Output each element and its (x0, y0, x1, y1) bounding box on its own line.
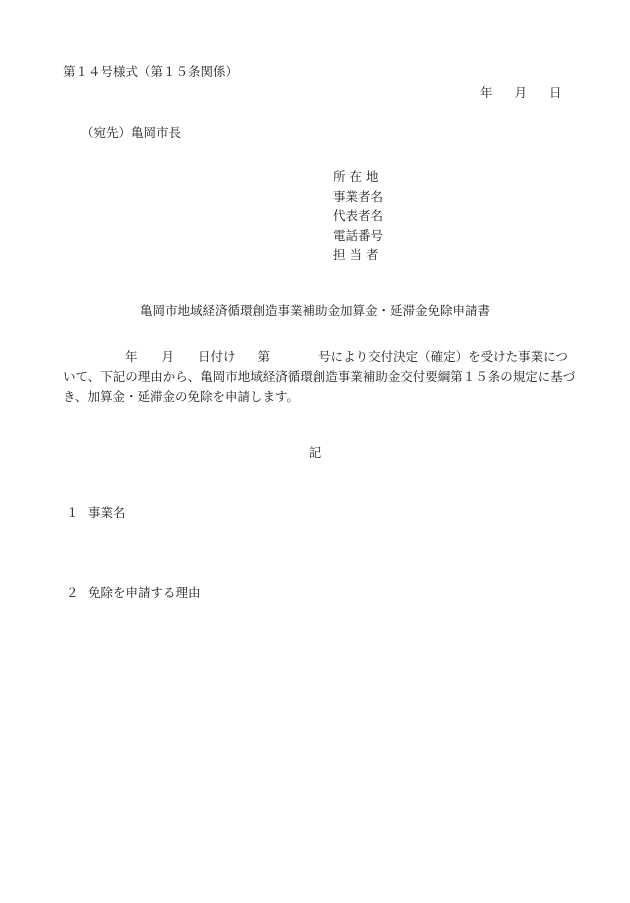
ki-heading: 記 (308, 445, 322, 460)
date-line (480, 87, 562, 100)
item-label: 事業名 (88, 505, 126, 520)
item-label: 免除を申請する理由 (88, 585, 201, 600)
item-business-name (66, 507, 126, 520)
form-number: 第１４号様式（第１５条関係） (63, 64, 239, 79)
document-title: 亀岡市地域経済循環創造事業補助金加算金・延滞金免除申請書 (139, 303, 490, 318)
field-representative-label: 代表者名 (333, 208, 384, 223)
body-line-2: いて、下記の理由から、亀岡市地域経済循環創造事業補助金交付要綱第１５条の規定に基づ (63, 369, 576, 384)
field-contact-person-label: 担 当 者 (333, 247, 379, 262)
body-line-1-rest: 号により交付決定（確定）を受けた事業につ (318, 349, 568, 364)
body-month-label: 月 (161, 349, 175, 364)
body-line-3: き、加算金・延滞金の免除を申請します。 (63, 389, 300, 404)
body-paragraph (63, 347, 583, 407)
body-line-1 (63, 347, 583, 367)
applicant-fields (333, 167, 383, 265)
item-exemption-reason (66, 587, 201, 600)
body-year-label: 年 (125, 349, 138, 364)
date-year-label: 年 (480, 85, 493, 100)
field-phone-label: 電話番号 (333, 227, 384, 243)
date-day-label: 日 (549, 85, 562, 100)
item-number: １ (66, 505, 79, 520)
addressee: （宛先）亀岡市長 (81, 125, 182, 140)
field-business-name-label: 事業者名 (333, 188, 384, 204)
body-number-prefix: 第 (257, 349, 271, 364)
body-dated-label: 日付け (198, 349, 236, 364)
field-address-label: 所 在 地 (333, 169, 379, 184)
item-number: ２ (66, 585, 79, 600)
date-month-label: 月 (514, 85, 528, 100)
